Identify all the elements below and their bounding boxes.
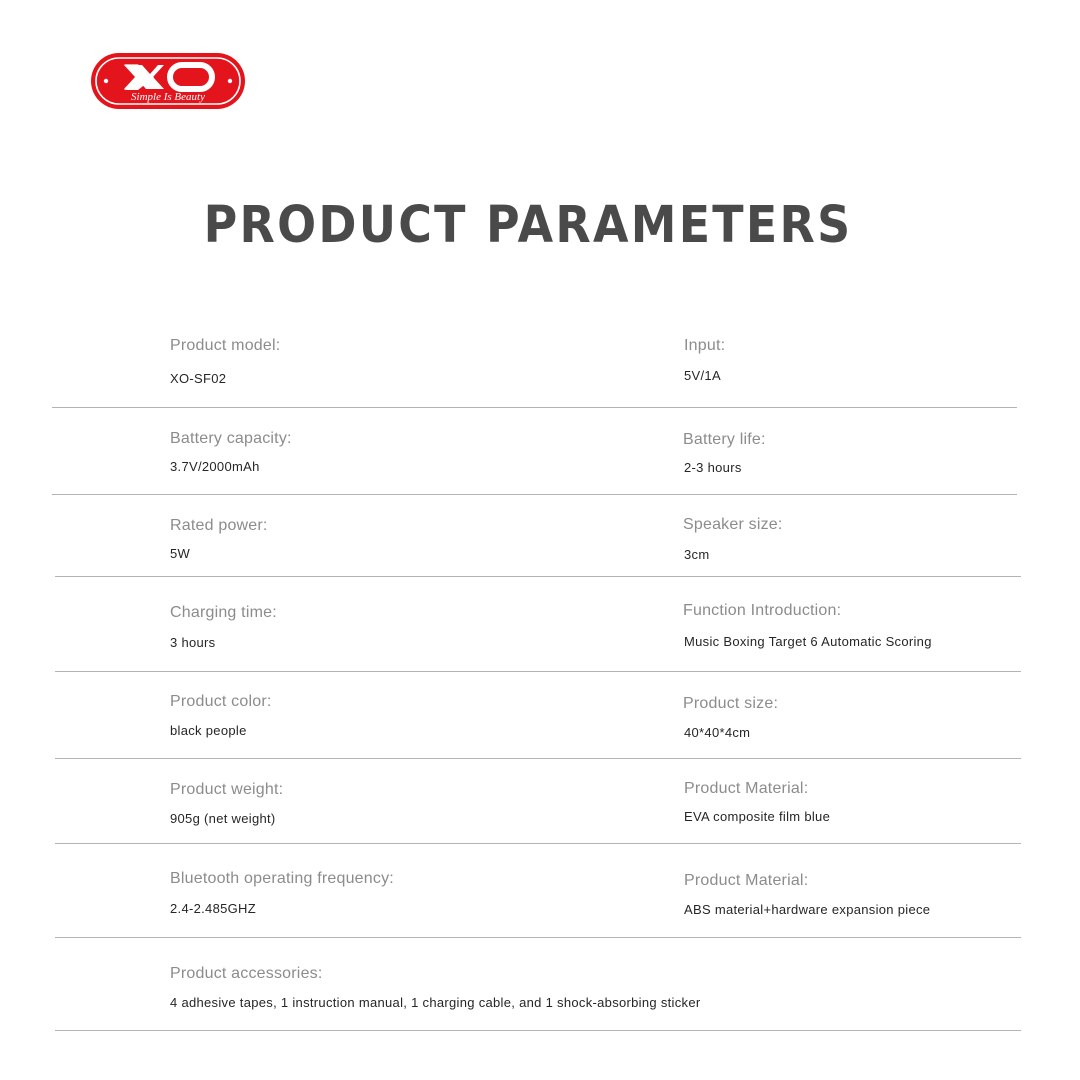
battery-capacity-value: 3.7V/2000mAh [170,459,260,474]
product-accessories-label: Product accessories: [170,965,323,982]
row-divider [55,758,1021,759]
row-divider [55,843,1021,844]
product-weight-value: 905g (net weight) [170,811,276,826]
brand-slogan: Simple Is Beauty [131,91,205,103]
battery-life-label: Battery life: [683,431,766,448]
product-model-value: XO-SF02 [170,371,227,386]
rated-power-value: 5W [170,546,191,561]
charging-time-label: Charging time: [170,604,277,621]
row-divider [55,576,1021,577]
product-model-label: Product model: [170,337,281,354]
product-color-label: Product color: [170,693,272,710]
product-material-value: EVA composite film blue [684,809,831,824]
page-title: PRODUCT PARAMETERS [203,196,853,255]
input-label: Input: [684,337,726,354]
rated-power-label: Rated power: [170,517,268,534]
speaker-size-label: Speaker size: [683,516,783,533]
battery-life-value: 2-3 hours [684,460,742,475]
product-color-value: black people [170,723,247,738]
product-size-value: 40*40*4cm [684,725,751,740]
function-label: Function Introduction: [683,602,842,619]
product-weight-label: Product weight: [170,781,284,798]
input-value: 5V/1A [684,368,721,383]
battery-capacity-label: Battery capacity: [170,430,292,447]
product-accessories-value: 4 adhesive tapes, 1 instruction manual, 1 charging cable, and 1 shock-absorbing sticker [170,995,701,1010]
product-size-label: Product size: [683,695,779,712]
row-divider [52,407,1017,408]
row-divider [55,1030,1021,1031]
charging-time-value: 3 hours [170,635,216,650]
product-material-value: ABS material+hardware expansion piece [684,902,931,917]
brand-logo [90,52,246,110]
product-material-label: Product Material: [684,872,809,889]
speaker-size-value: 3cm [684,547,710,562]
bluetooth-frequency-label: Bluetooth operating frequency: [170,870,394,887]
function-value: Music Boxing Target 6 Automatic Scoring [684,634,932,649]
row-divider [52,494,1017,495]
xo-logo-icon [90,52,246,110]
row-divider [55,671,1021,672]
row-divider [55,937,1021,938]
bluetooth-frequency-value: 2.4-2.485GHZ [170,901,256,916]
product-material-label: Product Material: [684,780,809,797]
